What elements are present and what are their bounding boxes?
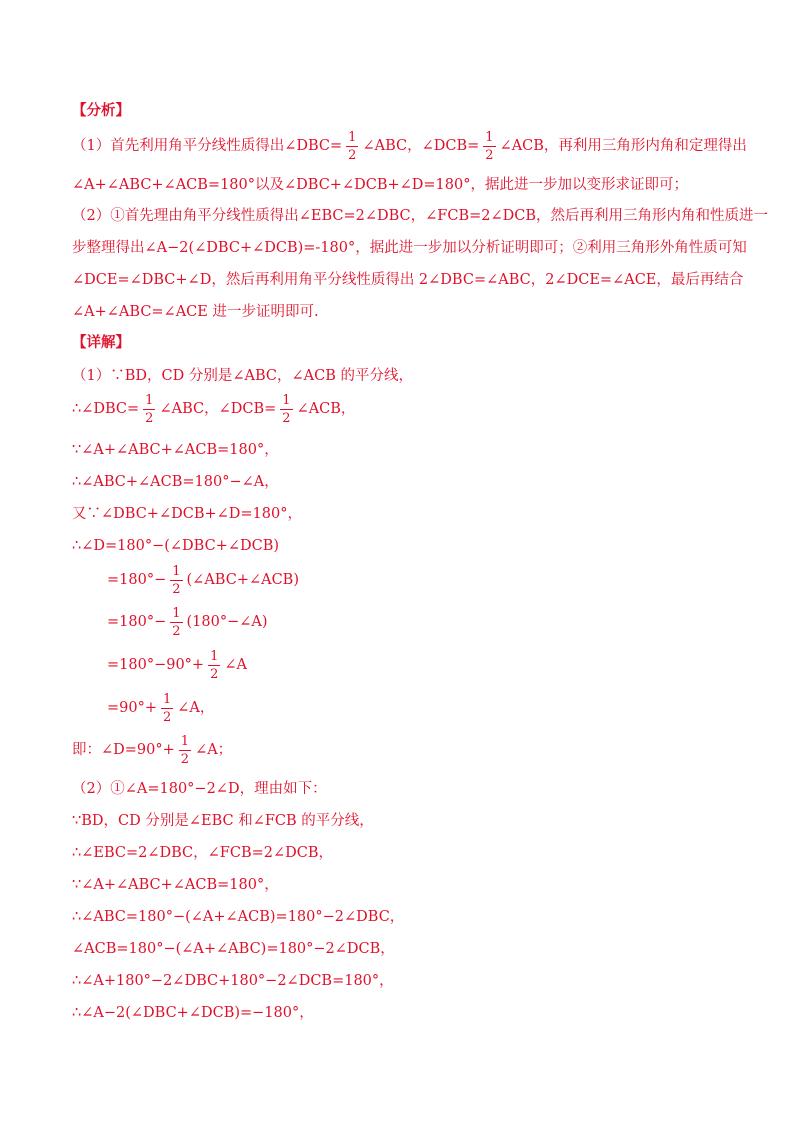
- detail-line-6: ∴∠D=180°−(∠DBC+∠DCB): [72, 538, 280, 554]
- analysis-paragraph-2-line-3: ∠DCE=∠DBC+∠D，然后再利用角平分线性质得出 2∠DBC=∠ABC，2∠DCE=∠ACE，最后再结合: [72, 272, 744, 288]
- detail-line-1: （1）∵BD，CD 分别是∠ABC，∠ACB 的平分线，: [72, 368, 413, 384]
- detail-line-8: =180°− $\frac{1}{2}$ (180°−∠A): [107, 606, 268, 639]
- detail-line-14: ∴∠EBC=2∠DBC，∠FCB=2∠DCB，: [72, 845, 334, 861]
- detail-line-16: ∴∠ABC=180°−(∠A+∠ACB)=180°−2∠DBC，: [72, 909, 405, 925]
- fraction-one-half: $\frac{1}{2}$: [282, 393, 291, 426]
- fraction-one-half: $\frac{1}{2}$: [163, 692, 172, 725]
- detail-line-18: ∴∠A+180°−2∠DBC+180°−2∠DCB=180°，: [72, 973, 394, 989]
- detail-line-11: 即：∠D=90°+ $\frac{1}{2}$ ∠A；: [72, 734, 233, 767]
- detail-line-4: ∴∠ABC+∠ACB=180°−∠A，: [72, 474, 279, 490]
- detail-line-10: =90°+ $\frac{1}{2}$ ∠A，: [107, 692, 215, 725]
- detail-heading: 【详解】: [72, 334, 130, 351]
- fraction-one-half: $\frac{1}{2}$: [172, 606, 181, 639]
- analysis-paragraph-1: [72, 131, 747, 162]
- analysis-heading: 【分析】: [72, 102, 130, 119]
- detail-line-19: ∴∠A−2(∠DBC+∠DCB)=−180°，: [72, 1005, 314, 1021]
- fraction-one-half: $\frac{1}{2}$: [180, 734, 190, 767]
- analysis-p1-text-b: ∠ABC，∠DCB=: [362, 138, 480, 155]
- detail-line-15: ∵∠A+∠ABC+∠ACB=180°，: [72, 877, 279, 893]
- analysis-p1-text-c: ∠ACB，再利用三角形内角和定理得出: [499, 138, 747, 155]
- detail-line-7: =180°− $\frac{1}{2}$ (∠ABC+∠ACB): [107, 564, 299, 597]
- detail-line-2: ∴∠DBC= $\frac{1}{2}$ ∠ABC，∠DCB= $\frac{1}{2}$ ∠ACB，: [72, 393, 356, 426]
- analysis-paragraph-2-line-1: （2）①首先理由角平分线性质得出∠EBC=2∠DBC，∠FCB=2∠DCB，然后再利用三角形内角和性质进一: [72, 208, 769, 224]
- detail-line-13: ∵BD，CD 分别是∠EBC 和∠FCB 的平分线，: [72, 813, 374, 829]
- fraction-one-half: $\frac{1}{2}$: [348, 130, 357, 163]
- fraction-one-half: $\frac{1}{2}$: [485, 130, 494, 163]
- detail-line-12: （2）①∠A=180°−2∠D，理由如下：: [72, 781, 327, 797]
- detail-line-5: 又∵∠DBC+∠DCB+∠D=180°，: [72, 506, 302, 522]
- analysis-p1-text-a: （1）首先利用角平分线性质得出∠DBC=: [72, 138, 343, 155]
- detail-line-3: ∵∠A+∠ABC+∠ACB=180°，: [72, 442, 279, 458]
- analysis-paragraph-1-line-2: ∠A+∠ABC+∠ACB=180°以及∠DBC+∠DCB+∠D=180°，据此进一步加以变形求证即可；: [72, 177, 688, 193]
- fraction-one-half: $\frac{1}{2}$: [172, 564, 181, 597]
- detail-line-17: ∠ACB=180°−(∠A+∠ABC)=180°−2∠DCB，: [72, 941, 395, 957]
- fraction-one-half: $\frac{1}{2}$: [145, 393, 154, 426]
- analysis-paragraph-2-line-2: 步整理得出∠A−2(∠DBC+∠DCB)=-180°，据此进一步加以分析证明即可；②利用三角形外角性质可知: [72, 240, 747, 256]
- analysis-paragraph-2-line-4: ∠A+∠ABC=∠ACE 进一步证明即可.: [72, 304, 319, 320]
- fraction-one-half: $\frac{1}{2}$: [210, 649, 219, 682]
- detail-line-9: =180°−90°+ $\frac{1}{2}$ ∠A: [107, 649, 247, 682]
